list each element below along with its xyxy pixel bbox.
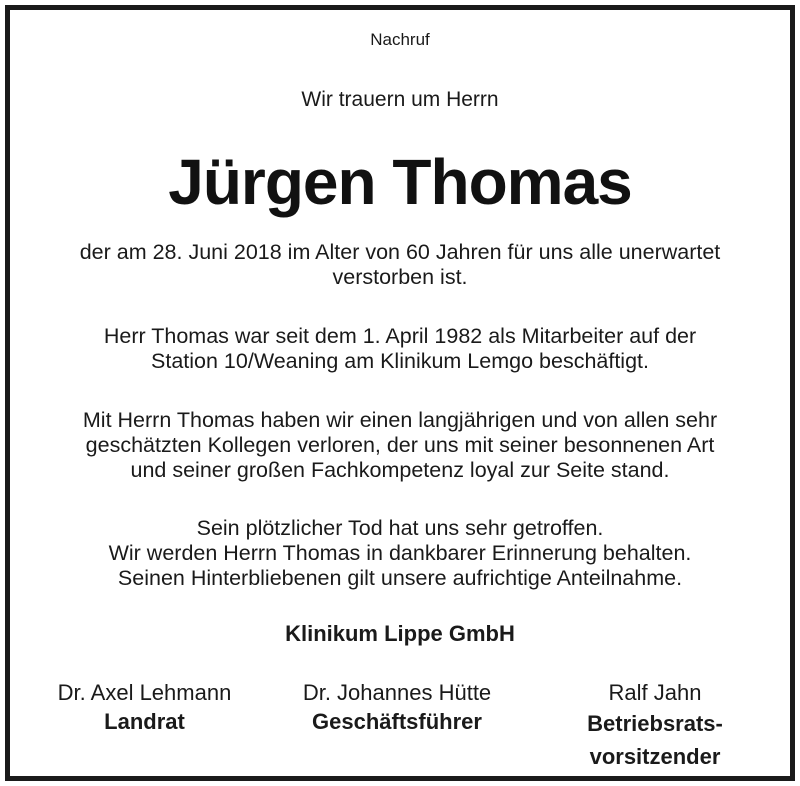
- paragraph-condolence: [10, 516, 790, 591]
- signatory-role: Betriebsrats-: [587, 711, 723, 736]
- signatory-jahn: [535, 678, 775, 773]
- paragraph-line: Mit Herrn Thomas haben wir einen langjährigen und von allen sehr: [82, 408, 718, 432]
- paragraph-line: und seiner großen Fachkompetenz loyal zur Seite stand.: [130, 458, 670, 482]
- notice-header: Nachruf: [370, 30, 430, 49]
- signatory-role: Landrat: [104, 709, 185, 734]
- paragraph-line: der am 28. Juni 2018 im Alter von 60 Jahren für uns alle unerwartet: [79, 240, 721, 264]
- paragraph-line: Sein plötzlicher Tod hat uns sehr getroffen.: [196, 516, 604, 540]
- signatory-name: Ralf Jahn: [608, 680, 702, 705]
- signatory-role: Geschäftsführer: [312, 709, 482, 734]
- paragraph-line: geschätzten Kollegen verloren, der uns mit seiner besonnenen Art: [85, 433, 715, 457]
- paragraph-line: Station 10/Weaning am Klinikum Lemgo beschäftigt.: [151, 349, 649, 373]
- intro-line: Wir trauern um Herrn: [301, 88, 499, 111]
- paragraph-employment: [10, 324, 790, 374]
- signatory-name: Dr. Johannes Hütte: [302, 680, 492, 705]
- deceased-name: Jürgen Thomas: [168, 146, 632, 218]
- signatory-huette: [272, 678, 522, 736]
- paragraph-line: Seinen Hinterbliebenen gilt unsere aufrichtige Anteilnahme.: [117, 566, 683, 590]
- paragraph-line: Herr Thomas war seit dem 1. April 1982 als Mitarbeiter auf der: [103, 324, 697, 348]
- paragraph-tribute: [10, 408, 790, 483]
- organization-name: Klinikum Lippe GmbH: [285, 621, 515, 646]
- obituary-frame: [5, 5, 795, 781]
- signatory-role: vorsitzender: [589, 744, 721, 769]
- paragraph-line: verstorben ist.: [332, 265, 468, 289]
- signatory-lehmann: [22, 678, 267, 736]
- signatory-name: Dr. Axel Lehmann: [57, 680, 232, 705]
- paragraph-line: Wir werden Herrn Thomas in dankbarer Erinnerung behalten.: [108, 541, 692, 565]
- paragraph-death-notice: [10, 240, 790, 290]
